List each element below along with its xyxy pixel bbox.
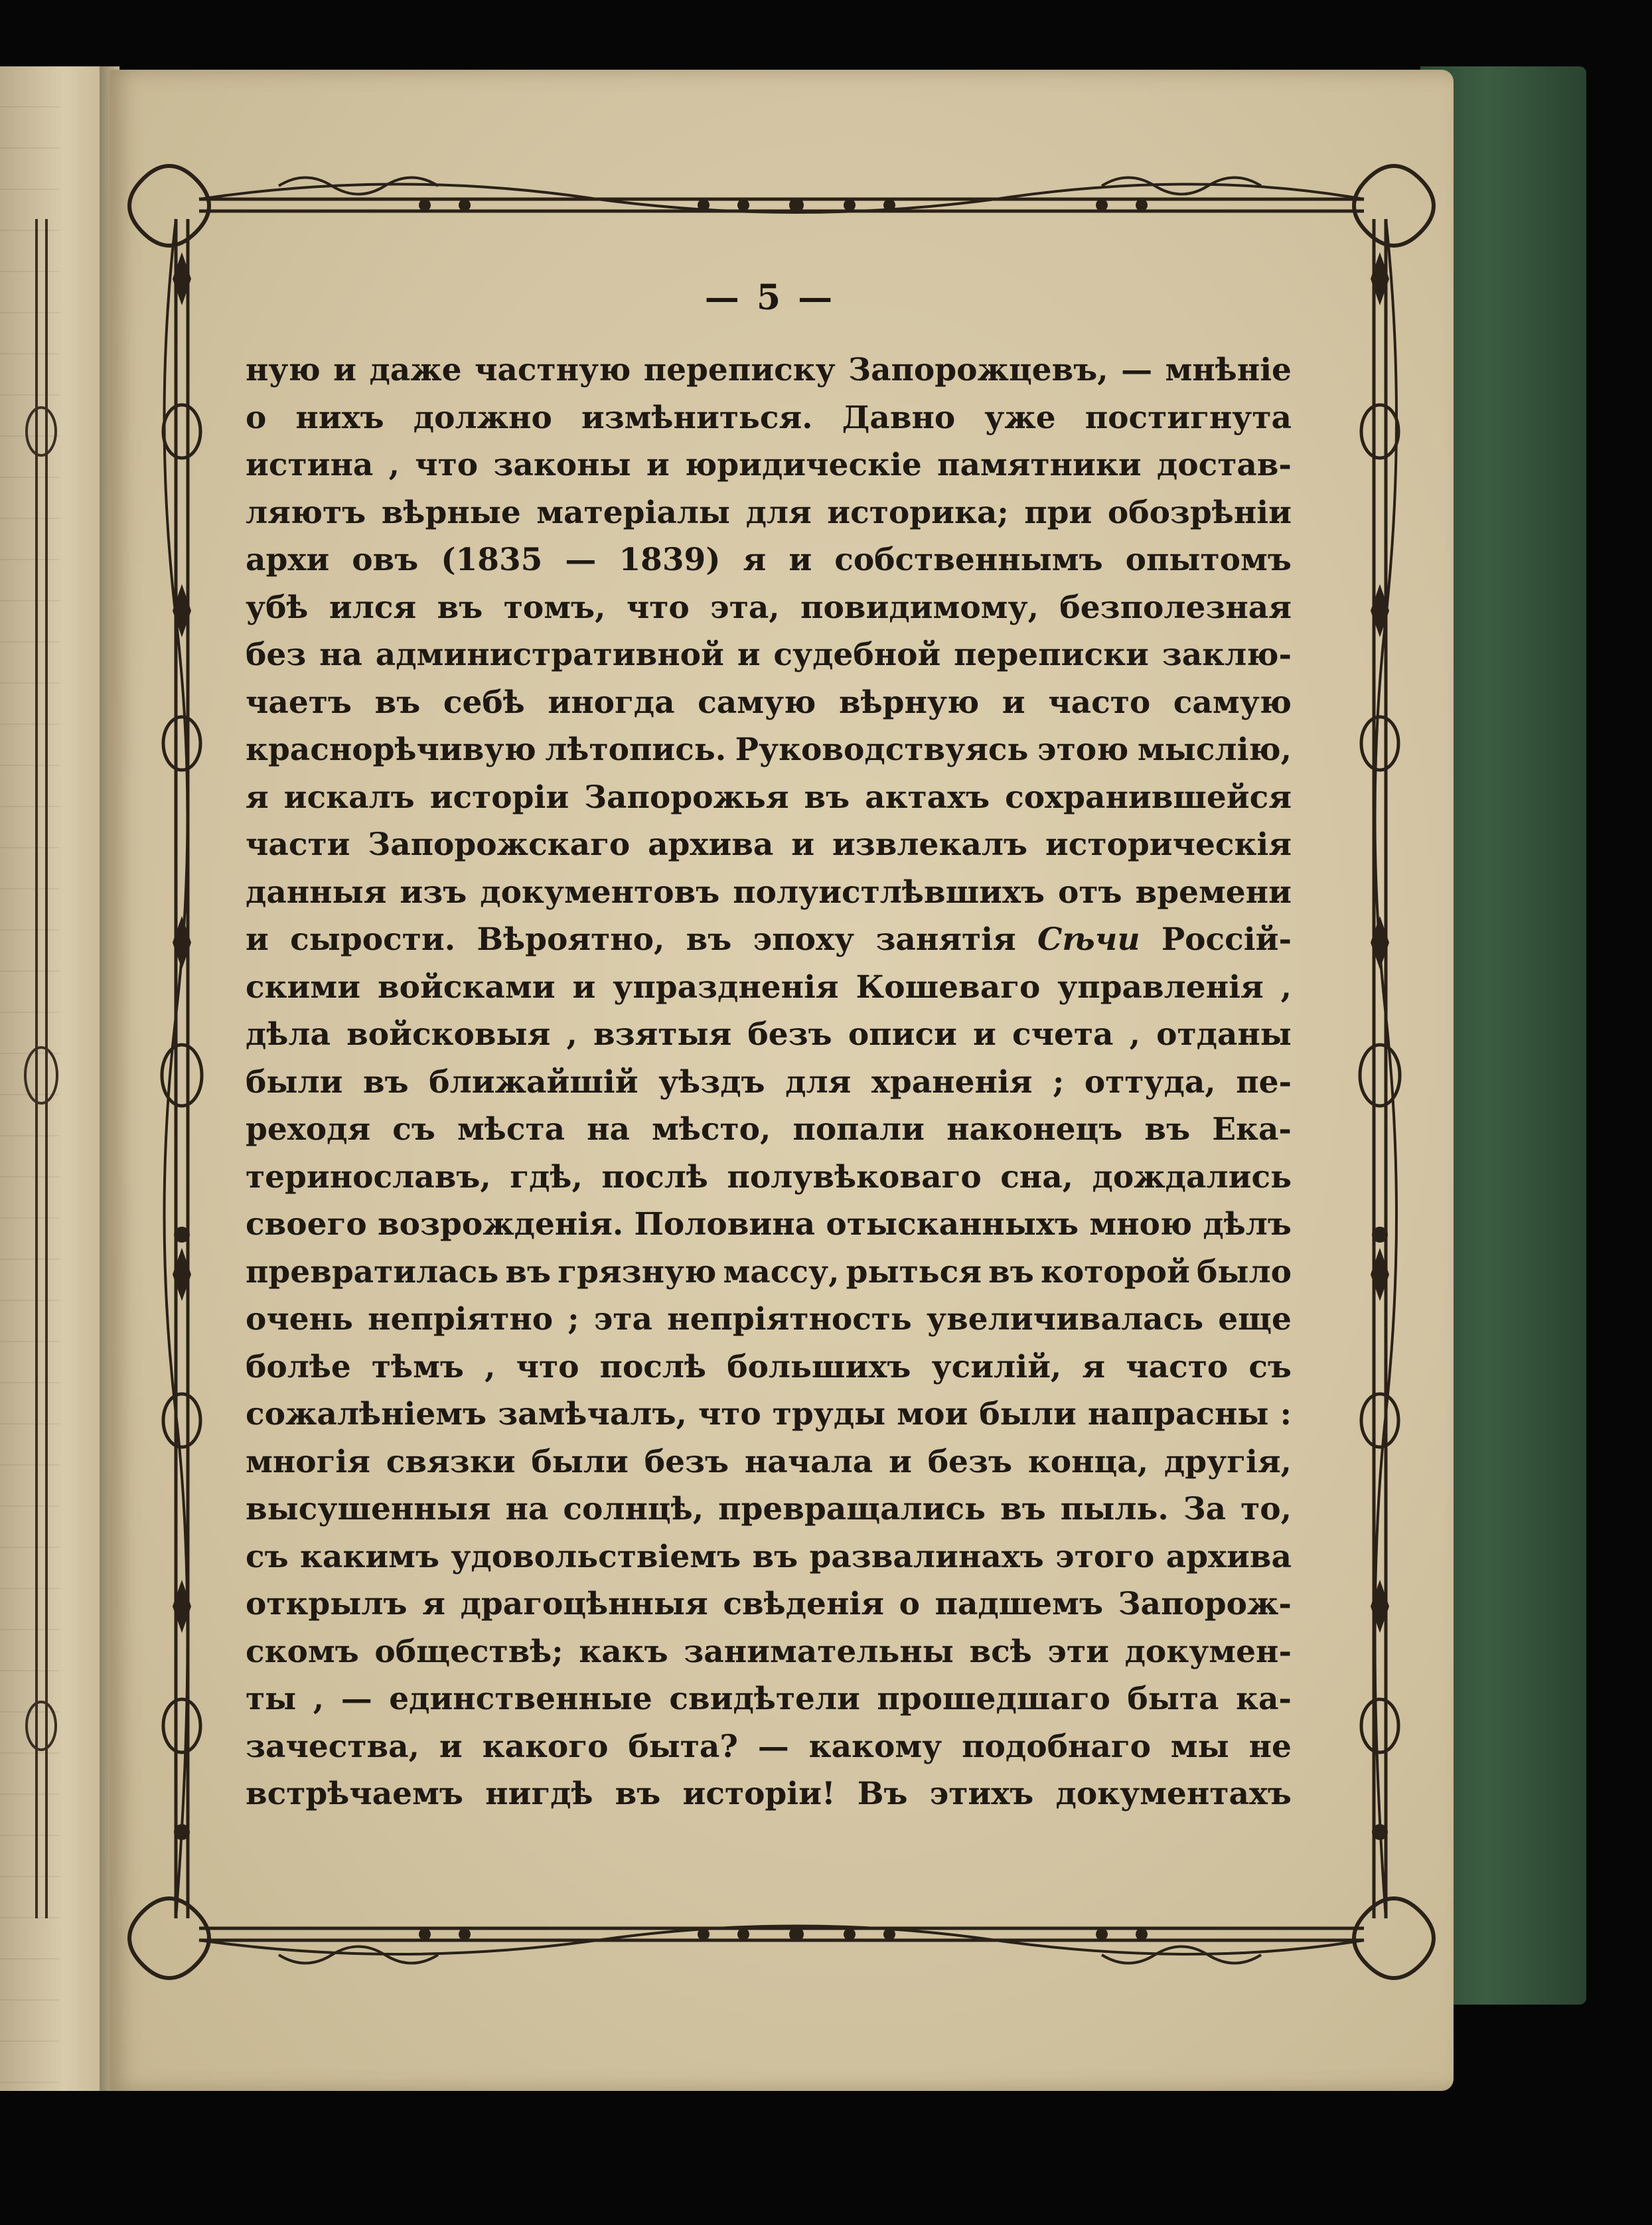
text-line: открылъ я драгоцѣнныя свѣденія о падшемъ Запорож- (246, 1586, 1292, 1622)
text-line: скими войсками и упраздненія Кошеваго управленія , (246, 968, 1292, 1006)
text-line: о нихъ должно измѣниться. Давно уже постигнута (246, 399, 1292, 436)
text-line: зачества, и какого быта? — какому подобнаго мы не (246, 1728, 1292, 1765)
text-line: скомъ обществѣ; какъ занимательны всѣ эти докумен- (246, 1633, 1292, 1670)
text-line: были въ ближайшій уѣздъ для храненія ; оттуда, пе- (246, 1063, 1292, 1101)
text-line: части Запорожскаго архива и извлекалъ историческія (246, 826, 1292, 863)
text-line: ную и даже частную переписку Запорожцевъ, — мнѣніе (246, 352, 1292, 388)
page-number: — 5 — (704, 277, 836, 318)
left-page-ornament (25, 219, 57, 1918)
text-line: данныя изъ документовъ полуистлѣвшихъ отъ времени (246, 874, 1292, 911)
text-line: ляютъ вѣрные матеріалы для историка; при обозрѣніи (246, 494, 1292, 531)
left-border-ornament (165, 219, 188, 1918)
bottom-border-ornament (199, 1926, 1364, 1963)
top-border-ornament (199, 178, 1364, 213)
text-line: я искалъ исторіи Запорожья въ актахъ сохранившейся (246, 779, 1292, 816)
text-line: своего возрожденія. Половина отысканныхъ мною дѣлъ (246, 1206, 1292, 1243)
text-line: без на административной и судебной переписки заклю- (246, 637, 1292, 673)
text-line: и сырости. Вѣроятно, въ эпоху занятія Сѣчи Россій- (246, 921, 1292, 958)
text-line: встрѣчаемъ нигдѣ въ исторіи! Въ этихъ документахъ (246, 1776, 1292, 1812)
text-line: убѣ ился въ томъ, что эта, повидимому, безполезная (246, 589, 1292, 626)
text-line: чаетъ въ себѣ иногда самую вѣрную и часто самую (246, 684, 1292, 721)
text-line: истина , что законы и юридическіе памятники достав- (246, 447, 1292, 483)
page-body-text (246, 346, 1292, 1818)
text-line: сожалѣніемъ замѣчалъ, что труды мои были напрасны : (246, 1396, 1292, 1432)
text-line: очень непріятно ; эта непріятность увеличивалась еще (246, 1301, 1292, 1338)
right-border-ornament (1374, 219, 1396, 1918)
text-line: высушенныя на солнцѣ, превращались въ пыль. За то, (246, 1491, 1292, 1527)
text-line: ты , — единственные свидѣтели прошедшаго быта ка- (246, 1681, 1292, 1717)
text-line: архи овъ (1835 — 1839) я и собственнымъ опытомъ (246, 542, 1292, 578)
text-line: теринославъ, гдѣ, послѣ полувѣковаго сна, дождались (246, 1158, 1292, 1195)
text-line: дѣла войсковыя , взятыя безъ описи и счета , отданы (246, 1016, 1292, 1053)
text-line: болѣе тѣмъ , что послѣ большихъ усилій, я часто съ (246, 1348, 1292, 1385)
text-line: краснорѣчивую лѣтопись. Руководствуясь этою мыслію, (246, 731, 1292, 768)
text-line: реходя съ мѣста на мѣсто, попали наконецъ въ Ека- (246, 1111, 1292, 1148)
text-line: съ какимъ удовольствіемъ въ развалинахъ этого архива (246, 1538, 1292, 1575)
text-line: превратилась въ грязную массу, рыться въ которой было (246, 1253, 1292, 1290)
text-line: многія связки были безъ начала и безъ конца, другія, (246, 1443, 1292, 1480)
